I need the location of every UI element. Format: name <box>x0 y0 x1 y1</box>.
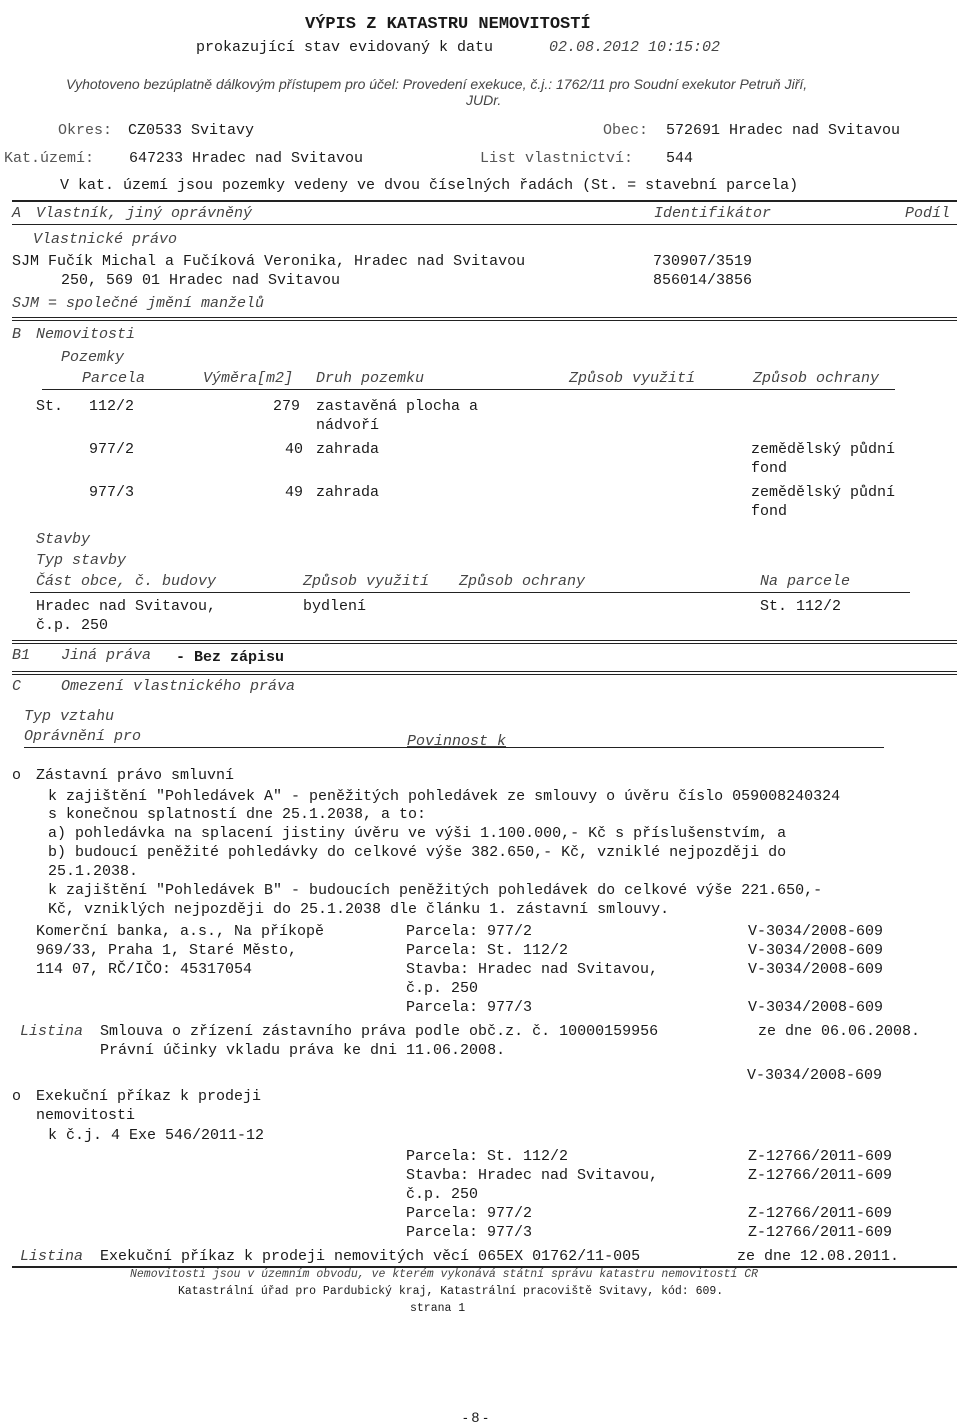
na-parcele-label: Na parcele <box>760 573 851 590</box>
parcel-protection: zemědělský půdní <box>751 484 896 501</box>
entry-text-line: s konečnou splatností dne 25.1.2038, a to: <box>48 806 427 823</box>
object-line: Parcela: St. 112/2 <box>406 1148 569 1165</box>
divider <box>30 592 910 593</box>
document-title: VÝPIS Z KATASTRU NEMOVITOSTÍ <box>305 15 591 34</box>
subtitle-date: 02.08.2012 10:15:02 <box>549 39 721 56</box>
creditor-line: 969/33, Praha 1, Staré Město, <box>36 942 298 959</box>
object-line: Parcela: 977/2 <box>406 1205 533 1222</box>
stavba-vyuziti-label: Způsob využití <box>303 573 430 590</box>
page-number: - 8 - <box>463 1409 488 1425</box>
footer-page-label: strana 1 <box>410 1302 466 1315</box>
obec-label: Obec: <box>603 122 649 139</box>
parcel-prefix: St. <box>36 398 64 415</box>
object-line: Parcela: 977/2 <box>406 923 533 940</box>
col-vyuziti: Způsob využití <box>569 370 696 387</box>
object-line: Parcela: 977/3 <box>406 1224 533 1241</box>
owner-id-2: 856014/3856 <box>653 272 753 289</box>
section-b1-status: - Bez zápisu <box>176 649 285 666</box>
stavba-cp: č.p. 250 <box>36 617 109 634</box>
identifikator-header: Identifikátor <box>654 205 772 222</box>
obec-value: 572691 Hradec nad Svitavou <box>666 122 901 139</box>
divider <box>12 643 957 644</box>
col-parcela: Parcela <box>82 370 146 387</box>
divider <box>12 674 957 675</box>
opravneni-pro-label: Oprávnění pro <box>24 728 142 745</box>
kat-value: 647233 Hradec nad Svitavou <box>129 150 364 167</box>
reference-number: V-3034/2008-609 <box>748 961 884 978</box>
section-b1-letter: B1 <box>12 647 31 664</box>
divider <box>12 671 957 672</box>
pozemky-label: Pozemky <box>61 349 125 366</box>
section-b1-heading: Jiná práva <box>61 647 152 664</box>
podil-header: Podíl <box>905 205 951 222</box>
object-line: Stavba: Hradec nad Svitavou, <box>406 1167 659 1184</box>
typ-vztahu-label: Typ vztahu <box>24 708 115 725</box>
purpose-line-1: Vyhotoveno bezúplatně dálkovým přístupem pro účel: Provedení exekuce, č.j.: 1762/11 pro Soudní exekutor Petruň Jiří, <box>66 76 808 92</box>
lv-value: 544 <box>666 150 694 167</box>
sjm-note: SJM = společné jmění manželů <box>12 295 265 312</box>
parcel-type: zastavěná plocha a <box>316 398 479 415</box>
stavba-ochrana-label: Způsob ochrany <box>459 573 586 590</box>
listina-date: ze dne 06.06.2008. <box>758 1023 921 1040</box>
section-b-letter: B <box>12 326 22 343</box>
pravo-label: Vlastnické právo <box>33 231 178 248</box>
reference-number: V-3034/2008-609 <box>748 999 884 1016</box>
parcel-type-cont: nádvoří <box>316 417 380 434</box>
reference-number: V-3034/2008-609 <box>748 923 884 940</box>
creditor-line: Komerční banka, a.s., Na příkopě <box>36 923 325 940</box>
creditor-line: 114 07, RČ/IČO: 45317054 <box>36 961 253 978</box>
entry-text-line: k zajištění "Pohledávek B" - budoucích peněžitých pohledávek do celkové výše 221.650,- <box>48 882 823 899</box>
parcel-area: 49 <box>285 484 304 501</box>
parcel-series-note: V kat. území jsou pozemky vedeny ve dvou číselných řadách (St. = stavební parcela) <box>60 177 799 194</box>
owner-id-1: 730907/3519 <box>653 253 753 270</box>
sjm-tag: SJM <box>12 253 40 270</box>
reference-number: Z-12766/2011-609 <box>748 1224 893 1241</box>
lv-label: List vlastnictví: <box>480 150 634 167</box>
entry-title-cont: nemovitosti <box>36 1107 136 1124</box>
divider <box>42 389 895 390</box>
stavba-parcela: St. 112/2 <box>760 598 842 615</box>
entry-case-number: k č.j. 4 Exe 546/2011-12 <box>48 1127 265 1144</box>
object-line: č.p. 250 <box>406 980 479 997</box>
divider <box>12 317 957 318</box>
entry-text-line: k zajištění "Pohledávek A" - peněžitých pohledávek ze smlouvy o úvěru číslo 059008240324 <box>48 788 841 805</box>
listina-text: Exekuční příkaz k prodeji nemovitých věcí 065EX 01762/11-005 <box>100 1248 641 1265</box>
listina-text: Smlouva o zřízení zástavního práva podle obč.z. č. 10000159956 <box>100 1023 659 1040</box>
entry-bullet: o <box>12 767 22 784</box>
divider <box>12 640 957 641</box>
col-druh: Druh pozemku <box>316 370 425 387</box>
parcel-number: 977/2 <box>89 441 135 458</box>
entry-bullet: o <box>12 1088 22 1105</box>
purpose-line-2: JUDr. <box>466 92 502 108</box>
parcel-number: 977/3 <box>89 484 135 501</box>
object-line: Parcela: St. 112/2 <box>406 942 569 959</box>
parcel-protection-cont: fond <box>751 503 788 520</box>
footer-line-1: Nemovitosti jsou v územním obvodu, ve kterém vykonává státní správu katastru nemovitostí ČR <box>130 1268 759 1281</box>
divider <box>12 224 957 225</box>
listina-text-cont: Právní účinky vkladu práva ke dni 11.06.2008. <box>100 1042 506 1059</box>
parcel-protection: zemědělský půdní <box>751 441 896 458</box>
section-c-letter: C <box>12 678 22 695</box>
divider <box>12 320 957 321</box>
entry-title: Zástavní právo smluvní <box>36 767 235 784</box>
okres-label: Okres: <box>58 122 113 139</box>
parcel-protection-cont: fond <box>751 460 788 477</box>
stavba-vyuziti: bydlení <box>303 598 367 615</box>
okres-value: CZ0533 Svitavy <box>128 122 255 139</box>
parcel-type: zahrada <box>316 484 380 501</box>
entry-title: Exekuční příkaz k prodeji <box>36 1088 262 1105</box>
parcel-area: 40 <box>285 441 304 458</box>
parcel-number: 112/2 <box>89 398 135 415</box>
divider <box>12 200 957 202</box>
entry-text-line: a) pohledávka na splacení jistiny úvěru ve výši 1.100.000,- Kč s příslušenstvím, a <box>48 825 787 842</box>
section-a-heading: Vlastník, jiný oprávněný <box>36 205 253 222</box>
section-a-letter: A <box>12 205 22 222</box>
parcel-area: 279 <box>273 398 301 415</box>
section-b-heading: Nemovitosti <box>36 326 136 343</box>
stavba-name: Hradec nad Svitavou, <box>36 598 217 615</box>
listina-label: Listina <box>20 1248 84 1265</box>
col-vymera: Výměra[m2] <box>203 370 294 387</box>
entry-text-line: Kč, vzniklých nejpozději do 25.1.2038 dle článku 1. zástavní smlouvy. <box>48 901 670 918</box>
footer-line-2: Katastrální úřad pro Pardubický kraj, Katastrální pracoviště Svitavy, kód: 609. <box>178 1285 724 1298</box>
reference-number: Z-12766/2011-609 <box>748 1148 893 1165</box>
reference-number: V-3034/2008-609 <box>748 942 884 959</box>
listina-date: ze dne 12.08.2011. <box>737 1248 900 1265</box>
reference-number: Z-12766/2011-609 <box>748 1205 893 1222</box>
kat-label: Kat.území: <box>4 150 95 167</box>
cast-obce-label: Část obce, č. budovy <box>36 573 217 590</box>
owner-line-2: 250, 569 01 Hradec nad Svitavou <box>61 272 341 289</box>
reference-number: Z-12766/2011-609 <box>748 1167 893 1184</box>
section-c-heading: Omezení vlastnického práva <box>61 678 296 695</box>
listina-label: Listina <box>20 1023 84 1040</box>
listina-reference: V-3034/2008-609 <box>747 1067 883 1084</box>
parcel-type: zahrada <box>316 441 380 458</box>
object-line: Parcela: 977/3 <box>406 999 533 1016</box>
col-ochrana: Způsob ochrany <box>753 370 880 387</box>
object-line: č.p. 250 <box>406 1186 479 1203</box>
stavby-label: Stavby <box>36 531 91 548</box>
object-line: Stavba: Hradec nad Svitavou, <box>406 961 659 978</box>
entry-text-line: b) budoucí peněžité pohledávky do celkové výše 382.650,- Kč, vzniklé nejpozději do <box>48 844 787 861</box>
divider <box>24 747 884 748</box>
owner-line-1: Fučík Michal a Fučíková Veronika, Hradec nad Svitavou <box>48 253 526 270</box>
typ-stavby-label: Typ stavby <box>36 552 127 569</box>
entry-text-line: 25.1.2038. <box>48 863 139 880</box>
povinnost-k-label: Povinnost k <box>407 733 507 750</box>
subtitle-prefix: prokazující stav evidovaný k datu <box>196 39 494 56</box>
